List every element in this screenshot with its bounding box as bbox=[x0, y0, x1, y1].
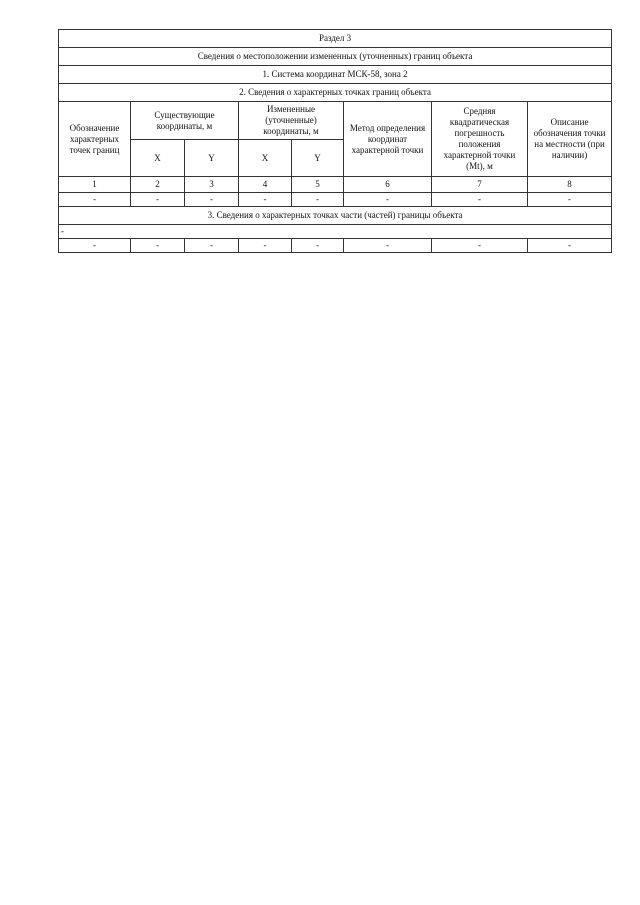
header-existing-x: X bbox=[131, 140, 185, 177]
column-number: 3 bbox=[185, 177, 239, 193]
column-number: 7 bbox=[432, 177, 528, 193]
part3-cell: - bbox=[528, 239, 612, 253]
boundary-sheet bbox=[58, 29, 611, 253]
header-changed-x: X bbox=[239, 140, 292, 177]
header-method: Метод определения координат характерной точки bbox=[344, 102, 432, 177]
column-number: 8 bbox=[528, 177, 612, 193]
header-changed-y: Y bbox=[292, 140, 344, 177]
part3-cell: - bbox=[59, 239, 131, 253]
column-number: 2 bbox=[131, 177, 185, 193]
header-existing-y: Y bbox=[185, 140, 239, 177]
part3-cell: - bbox=[432, 239, 528, 253]
part3-title: 3. Сведения о характерных точках части (частей) границы объекта bbox=[59, 207, 612, 225]
header-changed-coords: Измененные (уточненные) координаты, м bbox=[239, 102, 344, 140]
boundary-table bbox=[58, 29, 612, 253]
header-description: Описание обозначения точки на местности (при наличии) bbox=[528, 102, 612, 177]
part3-cell: - bbox=[344, 239, 432, 253]
coordinate-system: 1. Система координат МСК-58, зона 2 bbox=[59, 66, 612, 84]
section-title: Раздел 3 bbox=[59, 30, 612, 48]
part3-cell: - bbox=[131, 239, 185, 253]
part2-cell: - bbox=[185, 193, 239, 207]
part3-cell: - bbox=[292, 239, 344, 253]
header-accuracy: Средняя квадратическая погрешность положения характерной точки (Mt), м bbox=[432, 102, 528, 177]
column-number: 1 bbox=[59, 177, 131, 193]
part3-cell: - bbox=[185, 239, 239, 253]
part3-label: - bbox=[59, 225, 612, 239]
header-designation: Обозначение характерных точек границ bbox=[59, 102, 131, 177]
section-subtitle: Сведения о местоположении измененных (уточненных) границ объекта bbox=[59, 48, 612, 66]
column-number: 4 bbox=[239, 177, 292, 193]
part2-cell: - bbox=[528, 193, 612, 207]
part2-cell: - bbox=[344, 193, 432, 207]
part2-cell: - bbox=[239, 193, 292, 207]
part2-cell: - bbox=[292, 193, 344, 207]
part3-cell: - bbox=[239, 239, 292, 253]
part2-title: 2. Сведения о характерных точках границ объекта bbox=[59, 84, 612, 102]
part2-cell: - bbox=[59, 193, 131, 207]
part2-cell: - bbox=[131, 193, 185, 207]
part2-cell: - bbox=[432, 193, 528, 207]
column-number: 5 bbox=[292, 177, 344, 193]
header-existing-coords: Существующие координаты, м bbox=[131, 102, 239, 140]
column-number: 6 bbox=[344, 177, 432, 193]
